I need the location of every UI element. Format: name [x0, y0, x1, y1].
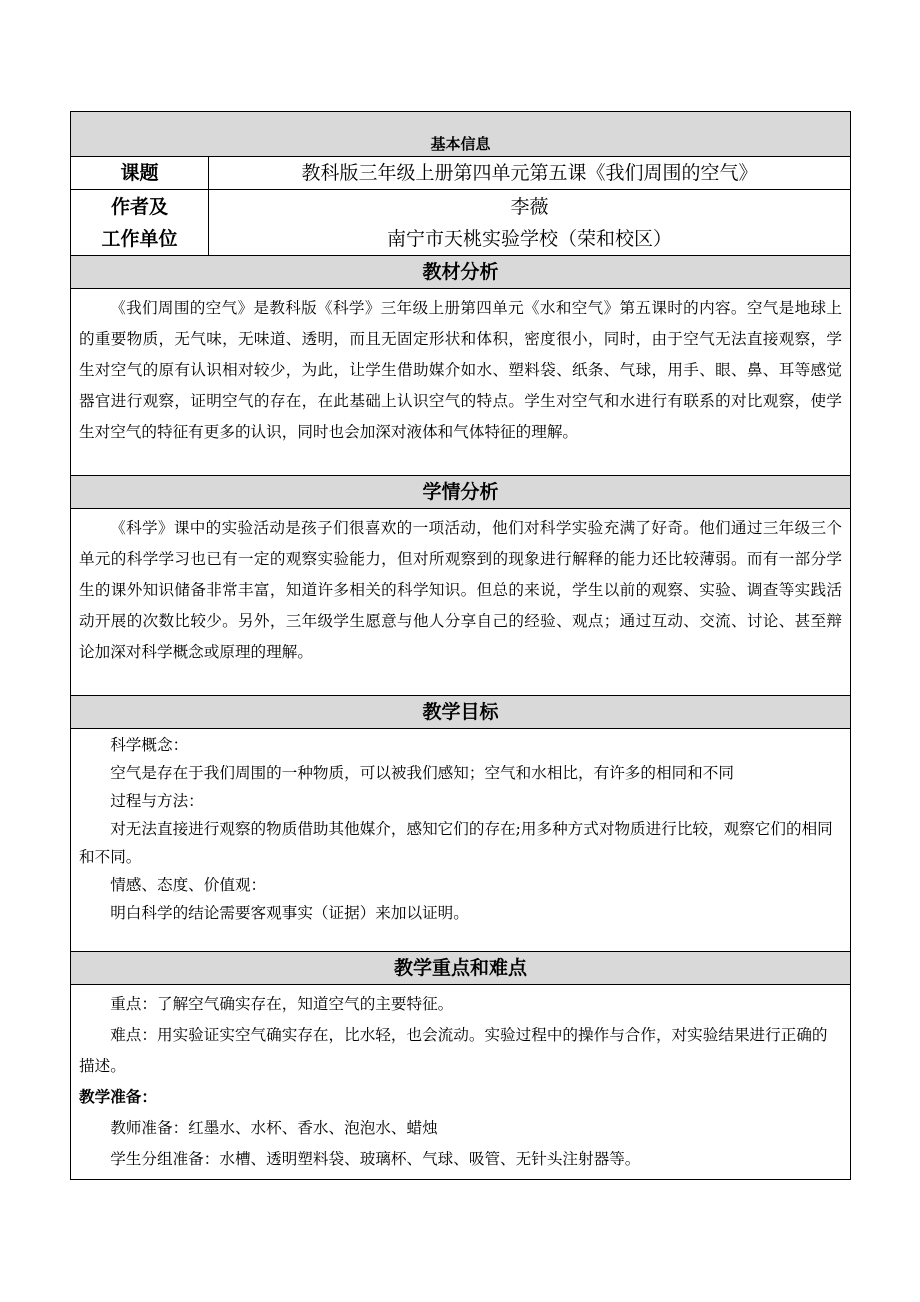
- key-point-text: 重点：了解空气确实存在，知道空气的主要特征。: [110, 995, 454, 1013]
- author-label: [71, 190, 209, 256]
- teaching-goals-body: [71, 729, 851, 952]
- author-label-line2: 工作单位: [101, 228, 178, 250]
- teacher-prep: 教师准备：红墨水、水杯、香水、泡泡水、蜡烛: [110, 1119, 438, 1137]
- basic-info-header: 基本信息: [71, 112, 851, 157]
- student-analysis-text: 《科学》课中的实验活动是孩子们很喜欢的一项活动，他们对科学实验充满了好奇。他们通过三年级三个单元的科学学习也已有一定的观察实验能力，但对所观察到的现象进行解释的能力还比较薄弱。而有一部分学生的课外知识储备非常丰富，知道许多相关的科学知识。但总的来说，学生以前的观察、实验、调查等实践活动开展的次数比较少。另外，三年级学生愿意与他人分享自己的经验、观点；通过互动、交流、讨论、甚至辩论加深对科学概念或原理的理解。: [79, 519, 843, 661]
- topic-value: 教科版三年级上册第四单元第五课《我们周围的空气》: [209, 157, 851, 190]
- process-text: 对无法直接进行观察的物质借助其他媒介，感知它们的存在;用多种方式对物质进行比较，观察它们的相同和不同。: [79, 820, 833, 866]
- lesson-plan-table: [70, 111, 851, 1180]
- emotion-text: 明白科学的结论需要客观事实（证据）来加以证明。: [110, 904, 469, 922]
- material-analysis-text: 《我们周围的空气》是教科版《科学》三年级上册第四单元《水和空气》第五课时的内容。空气是地球上的重要物质，无气味，无味道、透明，而且无固定形状和体积，密度很小，同时，由于空气无法直接观察，学生对空气的原有认识相对较少，为此，让学生借助媒介如水、塑料袋、纸条、气球，用手、眼、鼻、耳等感觉器官进行观察，证明空气的存在，在此基础上认识空气的特点。学生对空气和水进行有联系的对比观察，使学生对空气的特征有更多的认识，同时也会加深对液体和气体特征的理解。: [79, 299, 843, 441]
- key-points-header: 教学重点和难点: [71, 952, 851, 985]
- student-analysis-header: 学情分析: [71, 476, 851, 509]
- difficulty-text: 难点：用实验证实空气确实存在，比水轻，也会流动。实验过程中的操作与合作，对实验结果进行正确的描述。: [79, 1026, 828, 1075]
- concept-text: 空气是存在于我们周围的一种物质，可以被我们感知；空气和水相比，有许多的相同和不同: [110, 764, 734, 782]
- teaching-goals-header: 教学目标: [71, 696, 851, 729]
- author-name: 李薇: [510, 196, 549, 218]
- process-label: 过程与方法：: [110, 792, 204, 810]
- emotion-label: 情感、态度、价值观：: [110, 876, 267, 894]
- material-analysis-header: 教材分析: [71, 256, 851, 289]
- author-value: [209, 190, 851, 256]
- topic-label: 课题: [71, 157, 209, 190]
- author-unit: 南宁市天桃实验学校（荣和校区）: [387, 228, 673, 250]
- key-points-body: [71, 985, 851, 1180]
- prep-label: 教学准备：: [79, 1088, 157, 1106]
- concept-label: 科学概念：: [110, 736, 189, 754]
- author-label-line1: 作者及: [110, 196, 168, 218]
- group-prep: 学生分组准备：水槽、透明塑料袋、玻璃杯、气球、吸管、无针头注射器等。: [110, 1150, 641, 1168]
- material-analysis-body: [71, 289, 851, 476]
- student-analysis-body: [71, 509, 851, 696]
